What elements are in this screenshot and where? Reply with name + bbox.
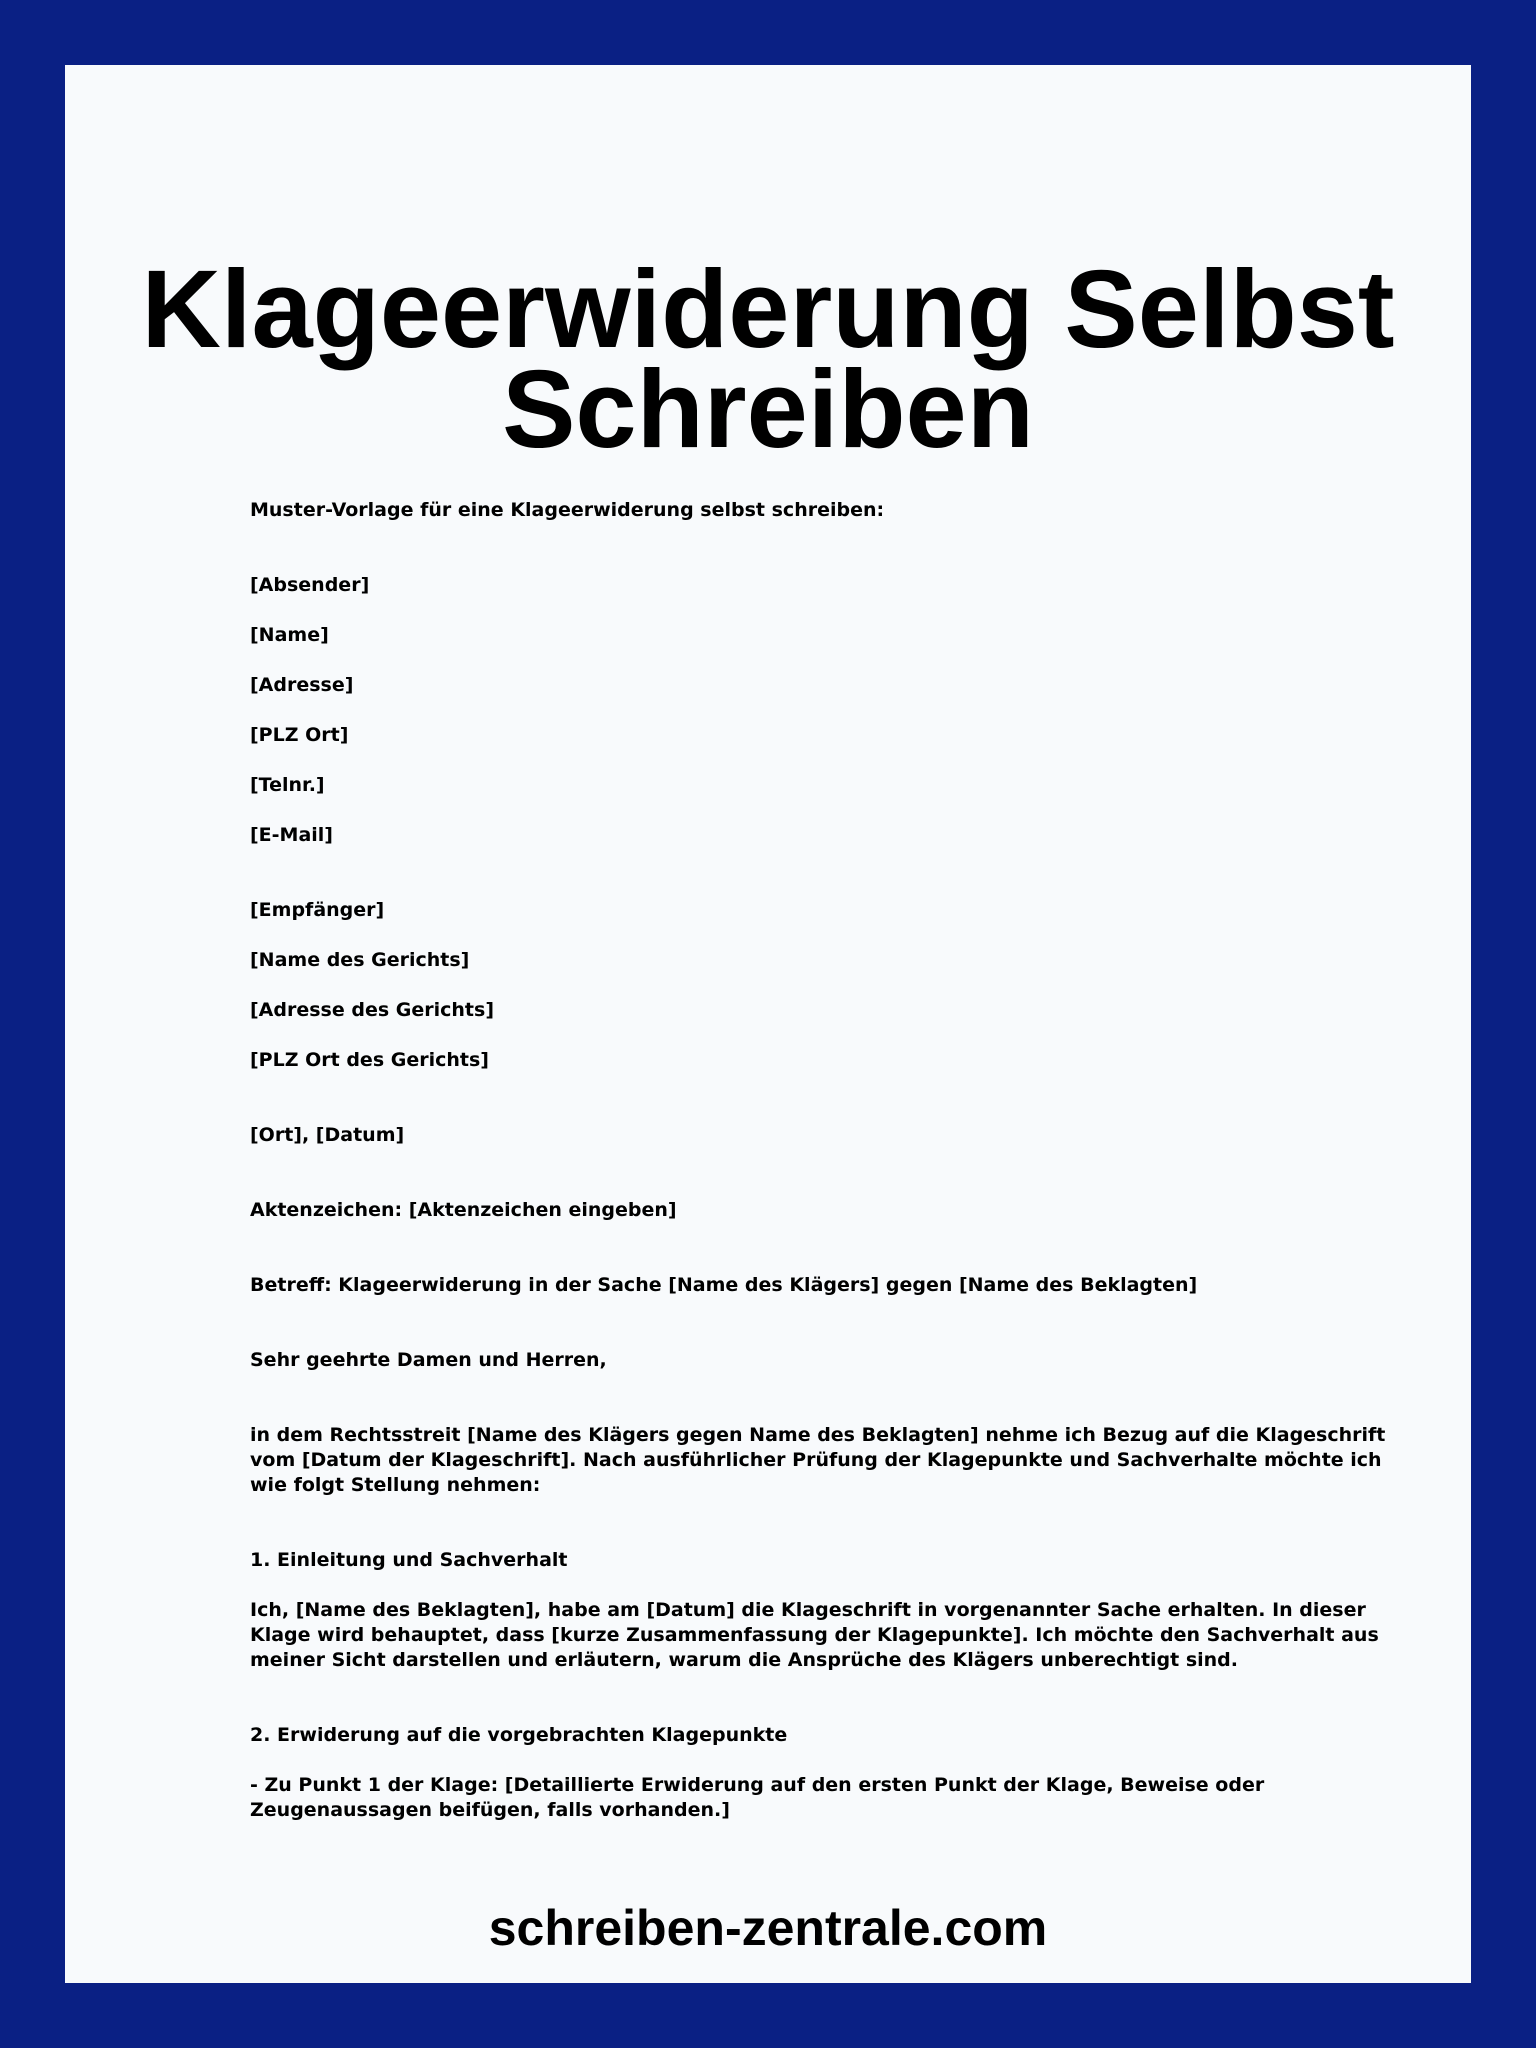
footer-website: schreiben-zentrale.com [488,1900,1048,1956]
intro-text: Muster-Vorlage für eine Klageerwiderung selbst schreiben: [250,499,885,521]
sender-city: [PLZ Ort] [250,724,349,746]
section-1-text [250,1598,1379,1673]
recipient-court-name: [Name des Gerichts] [250,949,470,971]
opening-paragraph-line: vom [Datum der Klageschrift]. Nach ausführlicher Prüfung der Klagepunkte und Sachverhalte möchte ich [250,1449,1382,1471]
section-2-line: - Zu Punkt 1 der Klage: [Detaillierte Erwiderung auf den ersten Punkt der Klage, Beweise oder [250,1774,1265,1796]
sender-heading: [Absender] [250,574,370,596]
place-date: [Ort], [Datum] [250,1124,405,1146]
file-number: Aktenzeichen: [Aktenzeichen eingeben] [250,1199,677,1221]
salutation: Sehr geehrte Damen und Herren, [250,1349,607,1371]
section-1-heading: 1. Einleitung und Sachverhalt [250,1549,568,1571]
section-2-heading: 2. Erwiderung auf die vorgebrachten Klagepunkte [250,1724,788,1746]
page-title [65,248,1471,471]
section-1-line: Klage wird behauptet, dass [kurze Zusammenfassung der Klagepunkte]. Ich möchte den Sachverhalt aus [250,1624,1379,1646]
sender-address: [Adresse] [250,674,354,696]
opening-paragraph [250,1423,1386,1498]
section-2-line: Zeugenaussagen beifügen, falls vorhanden.] [250,1799,730,1821]
recipient-heading: [Empfänger] [250,899,385,921]
sender-phone: [Telnr.] [250,774,325,796]
opening-paragraph-line: in dem Rechtsstreit [Name des Klägers gegen Name des Beklagten] nehme ich Bezug auf die Klageschrift [250,1424,1386,1446]
document-page [65,65,1471,1983]
page-title-line-2: Schreiben [502,348,1034,471]
section-1-line: meiner Sicht darstellen und erläutern, warum die Ansprüche des Klägers unberechtigt sind. [250,1649,1238,1671]
page-title-line-1: Klageerwiderung Selbst [141,248,1395,371]
recipient-court-address: [Adresse des Gerichts] [250,999,495,1021]
opening-paragraph-line: wie folgt Stellung nehmen: [250,1474,541,1496]
sender-name: [Name] [250,624,329,646]
section-1-line: Ich, [Name des Beklagten], habe am [Datum] die Klageschrift in vorgenannter Sache erhalten. In dieser [250,1599,1366,1621]
sender-email: [E-Mail] [250,824,333,846]
section-2-text [250,1773,1290,1823]
subject-line: Betreff: Klageerwiderung in der Sache [Name des Klägers] gegen [Name des Beklagten] [250,1274,1198,1296]
recipient-court-city: [PLZ Ort des Gerichts] [250,1049,489,1071]
